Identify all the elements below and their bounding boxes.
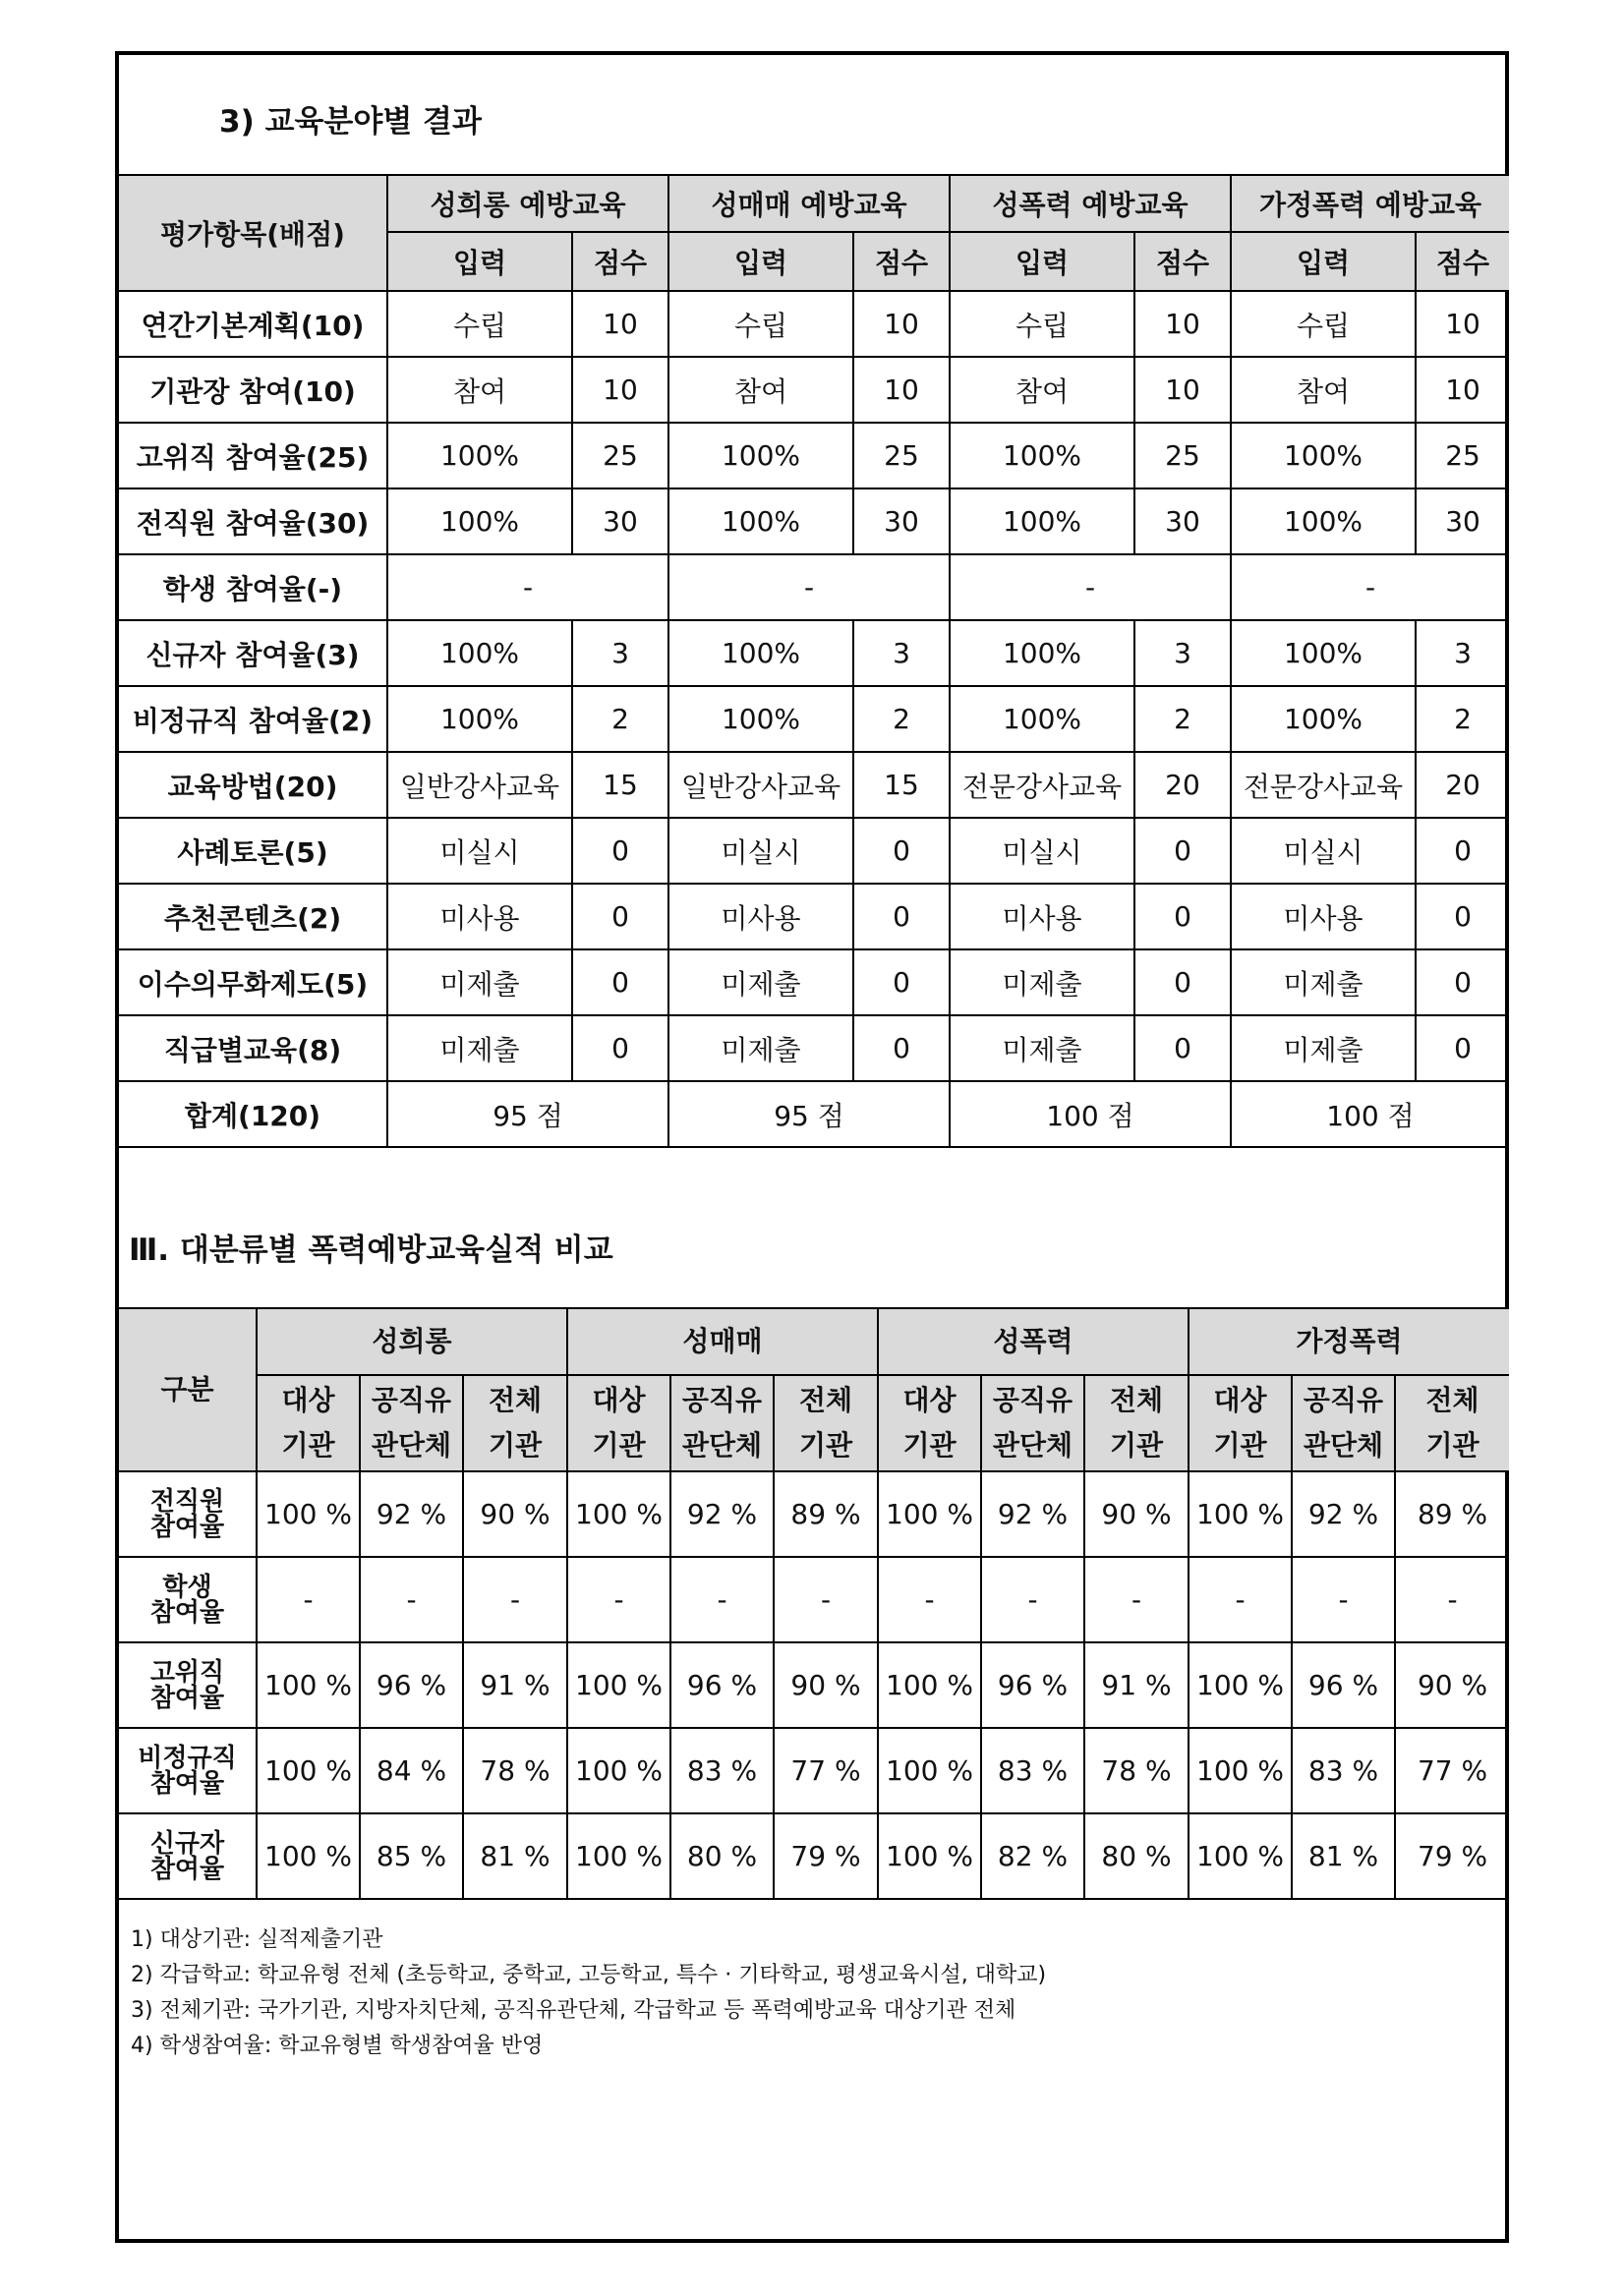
input-cell: 미실시 — [1231, 818, 1416, 884]
header-score: 점수 — [853, 232, 950, 291]
row-label-line: 참여율 — [149, 1597, 225, 1628]
sub-header — [1084, 1375, 1189, 1471]
score-cell: 0 — [572, 818, 668, 884]
footnotes — [131, 1923, 1046, 2064]
rate-cell: - — [670, 1557, 774, 1642]
rate-cell: - — [981, 1557, 1084, 1642]
rate-cell: 100 % — [1189, 1813, 1292, 1899]
rate-cell: 80 % — [670, 1813, 774, 1899]
input-cell: 100% — [1231, 423, 1416, 488]
header-input: 입력 — [950, 232, 1134, 291]
rate-cell: 100 % — [567, 1728, 670, 1813]
input-cell: 미제출 — [950, 949, 1134, 1015]
sub-header — [774, 1375, 878, 1471]
table-row — [119, 488, 1509, 554]
merged-cell: 100 점 — [950, 1081, 1231, 1147]
rate-cell: 96 % — [981, 1642, 1084, 1728]
input-cell: 미사용 — [387, 884, 572, 949]
header-group: 성폭력 — [878, 1308, 1189, 1375]
score-cell: 0 — [1416, 884, 1509, 949]
table-row — [119, 1557, 1509, 1642]
input-cell: 100% — [668, 620, 853, 686]
rate-cell: 100 % — [878, 1471, 981, 1557]
score-cell: 20 — [1134, 752, 1231, 818]
header-score: 점수 — [572, 232, 668, 291]
table-row — [119, 752, 1509, 818]
input-cell: 100% — [668, 488, 853, 554]
rate-cell: 77 % — [1395, 1728, 1509, 1813]
sub-header — [981, 1375, 1084, 1471]
header-item: 구분 — [119, 1308, 257, 1471]
rate-cell: 79 % — [1395, 1813, 1509, 1899]
merged-cell: - — [668, 554, 950, 620]
header-input: 입력 — [1231, 232, 1416, 291]
rate-cell: - — [1084, 1557, 1189, 1642]
input-cell: 미제출 — [1231, 1015, 1416, 1081]
input-cell: 100% — [387, 620, 572, 686]
sub-header — [257, 1375, 360, 1471]
row-label-line: 신규자 — [149, 1828, 225, 1859]
input-cell: 미제출 — [1231, 949, 1416, 1015]
score-cell: 0 — [853, 949, 950, 1015]
rate-cell: 100 % — [257, 1642, 360, 1728]
score-cell: 20 — [1416, 752, 1509, 818]
input-cell: 미실시 — [387, 818, 572, 884]
input-cell: 미제출 — [387, 1015, 572, 1081]
rate-cell: 90 % — [463, 1471, 567, 1557]
rate-cell: 78 % — [1084, 1728, 1189, 1813]
merged-cell: 95 점 — [668, 1081, 950, 1147]
header-group: 성희롱 예방교육 — [387, 175, 668, 232]
row-label-line: 참여율 — [149, 1512, 225, 1542]
rate-cell: - — [257, 1557, 360, 1642]
sub-header-line: 대상 — [902, 1384, 957, 1416]
row-label — [119, 1813, 257, 1899]
input-cell: 100% — [387, 423, 572, 488]
score-cell: 30 — [572, 488, 668, 554]
score-cell: 10 — [1134, 291, 1231, 357]
rate-cell: 90 % — [774, 1642, 878, 1728]
score-cell: 15 — [572, 752, 668, 818]
score-cell: 15 — [853, 752, 950, 818]
rate-cell: 80 % — [1084, 1813, 1189, 1899]
sub-header-line: 기관 — [798, 1429, 853, 1462]
row-label — [119, 1471, 257, 1557]
rate-cell: 100 % — [567, 1642, 670, 1728]
sub-header — [878, 1375, 981, 1471]
sub-header-line: 기관 — [1109, 1429, 1164, 1462]
header-score: 점수 — [1134, 232, 1231, 291]
table-row — [119, 620, 1509, 686]
row-label: 교육방법(20) — [119, 752, 387, 818]
input-cell: 미제출 — [668, 1015, 853, 1081]
rate-cell: - — [1292, 1557, 1395, 1642]
rate-cell: - — [774, 1557, 878, 1642]
header-group: 성희롱 — [257, 1308, 567, 1375]
row-label-line: 학생 — [162, 1572, 212, 1602]
input-cell: 미제출 — [668, 949, 853, 1015]
input-cell: 미제출 — [950, 1015, 1134, 1081]
merged-cell: - — [950, 554, 1231, 620]
row-label: 추천콘텐츠(2) — [119, 884, 387, 949]
rate-cell: 100 % — [257, 1471, 360, 1557]
row-label-line: 전직원 — [149, 1486, 225, 1517]
input-cell: 참여 — [668, 357, 853, 423]
sub-header — [1292, 1375, 1395, 1471]
score-cell: 0 — [1134, 949, 1231, 1015]
rate-cell: 96 % — [360, 1642, 463, 1728]
sub-header-line: 기관 — [281, 1429, 335, 1462]
score-cell: 0 — [853, 1015, 950, 1081]
input-cell: 100% — [668, 686, 853, 752]
sub-header-line: 대상 — [592, 1384, 646, 1416]
sub-header — [463, 1375, 567, 1471]
sub-header-line: 대상 — [1213, 1384, 1267, 1416]
merged-cell: 100 점 — [1231, 1081, 1509, 1147]
header-input: 입력 — [387, 232, 572, 291]
row-label-line: 고위직 — [149, 1657, 225, 1688]
rate-cell: 100 % — [878, 1642, 981, 1728]
sub-header-line: 기관 — [1213, 1429, 1267, 1462]
header-group: 성폭력 예방교육 — [950, 175, 1231, 232]
input-cell: 전문강사교육 — [950, 752, 1134, 818]
score-cell: 10 — [1416, 291, 1509, 357]
score-cell: 0 — [572, 949, 668, 1015]
score-cell: 0 — [1134, 884, 1231, 949]
rate-cell: 96 % — [670, 1642, 774, 1728]
score-cell: 10 — [572, 357, 668, 423]
rate-cell: 100 % — [878, 1728, 981, 1813]
comparison-table — [119, 1307, 1509, 1900]
sub-header-line: 기관 — [902, 1429, 957, 1462]
input-cell: 100% — [387, 488, 572, 554]
sub-header-line: 대상 — [281, 1384, 335, 1416]
header-group: 성매매 — [567, 1308, 878, 1375]
sub-header — [1189, 1375, 1292, 1471]
input-cell: 100% — [1231, 620, 1416, 686]
rate-cell: 100 % — [567, 1471, 670, 1557]
rate-cell: - — [878, 1557, 981, 1642]
score-cell: 25 — [1134, 423, 1231, 488]
sub-header-line: 전체 — [798, 1384, 853, 1416]
rate-cell: 100 % — [1189, 1471, 1292, 1557]
row-label: 고위직 참여율(25) — [119, 423, 387, 488]
score-cell: 0 — [572, 1015, 668, 1081]
row-label: 합계(120) — [119, 1081, 387, 1147]
header-group: 가정폭력 — [1189, 1308, 1509, 1375]
score-cell: 0 — [572, 884, 668, 949]
footnote: 4) 학생참여율: 학교유형별 학생참여율 반영 — [131, 2034, 544, 2058]
input-cell: 100% — [387, 686, 572, 752]
rate-cell: 100 % — [567, 1813, 670, 1899]
score-cell: 2 — [572, 686, 668, 752]
score-cell: 25 — [572, 423, 668, 488]
row-label-line: 비정규직 — [138, 1743, 237, 1773]
table-row — [119, 818, 1509, 884]
input-cell: 100% — [668, 423, 853, 488]
score-cell: 10 — [1134, 357, 1231, 423]
input-cell: 일반강사교육 — [387, 752, 572, 818]
table-row — [119, 1728, 1509, 1813]
row-label-line: 참여율 — [149, 1854, 225, 1884]
rate-cell: 100 % — [1189, 1642, 1292, 1728]
sub-header — [1395, 1375, 1509, 1471]
table-row — [119, 949, 1509, 1015]
header-input: 입력 — [668, 232, 853, 291]
score-cell: 0 — [1134, 1015, 1231, 1081]
sub-header-line: 공직유 — [1303, 1384, 1384, 1416]
rate-cell: 92 % — [360, 1471, 463, 1557]
row-label: 연간기본계획(10) — [119, 291, 387, 357]
table-row — [119, 686, 1509, 752]
score-cell: 3 — [1416, 620, 1509, 686]
merged-cell: 95 점 — [387, 1081, 668, 1147]
header-score: 점수 — [1416, 232, 1509, 291]
sub-header-line: 공직유 — [371, 1384, 452, 1416]
input-cell: 미사용 — [950, 884, 1134, 949]
table-row — [119, 423, 1509, 488]
footnote: 1) 대상기관: 실적제출기관 — [131, 1927, 383, 1952]
input-cell: 수립 — [668, 291, 853, 357]
rate-cell: 83 % — [981, 1728, 1084, 1813]
input-cell: 미실시 — [668, 818, 853, 884]
row-label: 기관장 참여(10) — [119, 357, 387, 423]
row-label: 직급별교육(8) — [119, 1015, 387, 1081]
rate-cell: 77 % — [774, 1728, 878, 1813]
rate-cell: 82 % — [981, 1813, 1084, 1899]
rate-cell: 90 % — [1395, 1642, 1509, 1728]
rate-cell: 85 % — [360, 1813, 463, 1899]
score-cell: 30 — [853, 488, 950, 554]
rate-cell: 91 % — [1084, 1642, 1189, 1728]
input-cell: 100% — [950, 620, 1134, 686]
row-label — [119, 1642, 257, 1728]
score-cell: 10 — [853, 291, 950, 357]
row-label: 신규자 참여율(3) — [119, 620, 387, 686]
rate-cell: 89 % — [1395, 1471, 1509, 1557]
results-by-field-table — [119, 174, 1509, 1148]
rate-cell: 81 % — [463, 1813, 567, 1899]
score-cell: 2 — [853, 686, 950, 752]
sub-header-line: 공직유 — [681, 1384, 763, 1416]
rate-cell: 92 % — [981, 1471, 1084, 1557]
row-label: 학생 참여율(-) — [119, 554, 387, 620]
score-cell: 0 — [853, 884, 950, 949]
sub-header-line: 관단체 — [371, 1429, 452, 1462]
table-row — [119, 291, 1509, 357]
sub-header-line: 전체 — [488, 1384, 543, 1416]
header-item: 평가항목(배점) — [119, 175, 387, 291]
page-frame — [115, 51, 1509, 2243]
footnote: 2) 각급학교: 학교유형 전체 (초등학교, 중학교, 고등학교, 특수 · 기타학교, 평생교육시설, 대학교) — [131, 1963, 1047, 1987]
sub-header-line: 전체 — [1425, 1384, 1479, 1416]
sub-header-line: 기관 — [488, 1429, 543, 1462]
score-cell: 10 — [853, 357, 950, 423]
input-cell: 미제출 — [387, 949, 572, 1015]
rate-cell: 100 % — [257, 1813, 360, 1899]
rate-cell: 89 % — [774, 1471, 878, 1557]
score-cell: 10 — [572, 291, 668, 357]
rate-cell: 83 % — [670, 1728, 774, 1813]
section-title-results-by-field: 3) 교육분야별 결과 — [219, 104, 482, 140]
rate-cell: 96 % — [1292, 1642, 1395, 1728]
sub-header-line: 공직유 — [992, 1384, 1073, 1416]
header-group: 가정폭력 예방교육 — [1231, 175, 1509, 232]
score-cell: 0 — [1416, 818, 1509, 884]
row-label: 전직원 참여율(30) — [119, 488, 387, 554]
input-cell: 참여 — [1231, 357, 1416, 423]
sub-header-line: 관단체 — [992, 1429, 1073, 1462]
row-label — [119, 1728, 257, 1813]
rate-cell: 100 % — [1189, 1728, 1292, 1813]
rate-cell: 100 % — [257, 1728, 360, 1813]
footnote: 3) 전체기관: 국가기관, 지방자치단체, 공직유관단체, 각급학교 등 폭력예방교육 대상기관 전체 — [131, 1998, 1016, 2023]
row-label-line: 참여율 — [149, 1768, 225, 1799]
input-cell: 미사용 — [668, 884, 853, 949]
merged-cell: - — [1231, 554, 1509, 620]
input-cell: 100% — [950, 488, 1134, 554]
rate-cell: 78 % — [463, 1728, 567, 1813]
input-cell: 참여 — [950, 357, 1134, 423]
rate-cell: 79 % — [774, 1813, 878, 1899]
score-cell: 25 — [853, 423, 950, 488]
input-cell: 수립 — [387, 291, 572, 357]
rate-cell: 83 % — [1292, 1728, 1395, 1813]
section-title-comparison: Ⅲ. 대분류별 폭력예방교육실적 비교 — [129, 1233, 613, 1268]
rate-cell: 100 % — [878, 1813, 981, 1899]
table-row — [119, 1015, 1509, 1081]
sub-header-line: 전체 — [1109, 1384, 1164, 1416]
table-row — [119, 554, 1509, 620]
sub-header — [670, 1375, 774, 1471]
table-row — [119, 1813, 1509, 1899]
score-cell: 3 — [853, 620, 950, 686]
input-cell: 100% — [1231, 686, 1416, 752]
score-cell: 25 — [1416, 423, 1509, 488]
row-label-line: 참여율 — [149, 1683, 225, 1713]
table-row — [119, 1471, 1509, 1557]
rate-cell: - — [567, 1557, 670, 1642]
rate-cell: 84 % — [360, 1728, 463, 1813]
input-cell: 100% — [950, 423, 1134, 488]
score-cell: 0 — [1134, 818, 1231, 884]
input-cell: 참여 — [387, 357, 572, 423]
table-row — [119, 884, 1509, 949]
score-cell: 2 — [1134, 686, 1231, 752]
score-cell: 30 — [1416, 488, 1509, 554]
input-cell: 100% — [950, 686, 1134, 752]
score-cell: 30 — [1134, 488, 1231, 554]
score-cell: 0 — [1416, 949, 1509, 1015]
row-label: 이수의무화제도(5) — [119, 949, 387, 1015]
row-label — [119, 1557, 257, 1642]
header-group: 성매매 예방교육 — [668, 175, 950, 232]
score-cell: 2 — [1416, 686, 1509, 752]
table-row — [119, 357, 1509, 423]
row-label: 사례토론(5) — [119, 818, 387, 884]
row-label: 비정규직 참여율(2) — [119, 686, 387, 752]
sub-header-line: 관단체 — [1303, 1429, 1384, 1462]
table-row — [119, 1081, 1509, 1147]
score-cell: 0 — [1416, 1015, 1509, 1081]
score-cell: 10 — [1416, 357, 1509, 423]
input-cell: 미사용 — [1231, 884, 1416, 949]
input-cell: 전문강사교육 — [1231, 752, 1416, 818]
sub-header-line: 관단체 — [681, 1429, 763, 1462]
merged-cell: - — [387, 554, 668, 620]
input-cell: 수립 — [1231, 291, 1416, 357]
input-cell: 수립 — [950, 291, 1134, 357]
rate-cell: - — [1189, 1557, 1292, 1642]
sub-header-line: 기관 — [1425, 1429, 1479, 1462]
sub-header — [567, 1375, 670, 1471]
rate-cell: - — [360, 1557, 463, 1642]
rate-cell: 92 % — [670, 1471, 774, 1557]
table-row — [119, 1642, 1509, 1728]
input-cell: 일반강사교육 — [668, 752, 853, 818]
rate-cell: 91 % — [463, 1642, 567, 1728]
input-cell: 100% — [1231, 488, 1416, 554]
rate-cell: 90 % — [1084, 1471, 1189, 1557]
rate-cell: - — [463, 1557, 567, 1642]
sub-header — [360, 1375, 463, 1471]
rate-cell: 92 % — [1292, 1471, 1395, 1557]
score-cell: 3 — [1134, 620, 1231, 686]
rate-cell: - — [1395, 1557, 1509, 1642]
score-cell: 0 — [853, 818, 950, 884]
input-cell: 미실시 — [950, 818, 1134, 884]
score-cell: 3 — [572, 620, 668, 686]
rate-cell: 81 % — [1292, 1813, 1395, 1899]
sub-header-line: 기관 — [592, 1429, 646, 1462]
